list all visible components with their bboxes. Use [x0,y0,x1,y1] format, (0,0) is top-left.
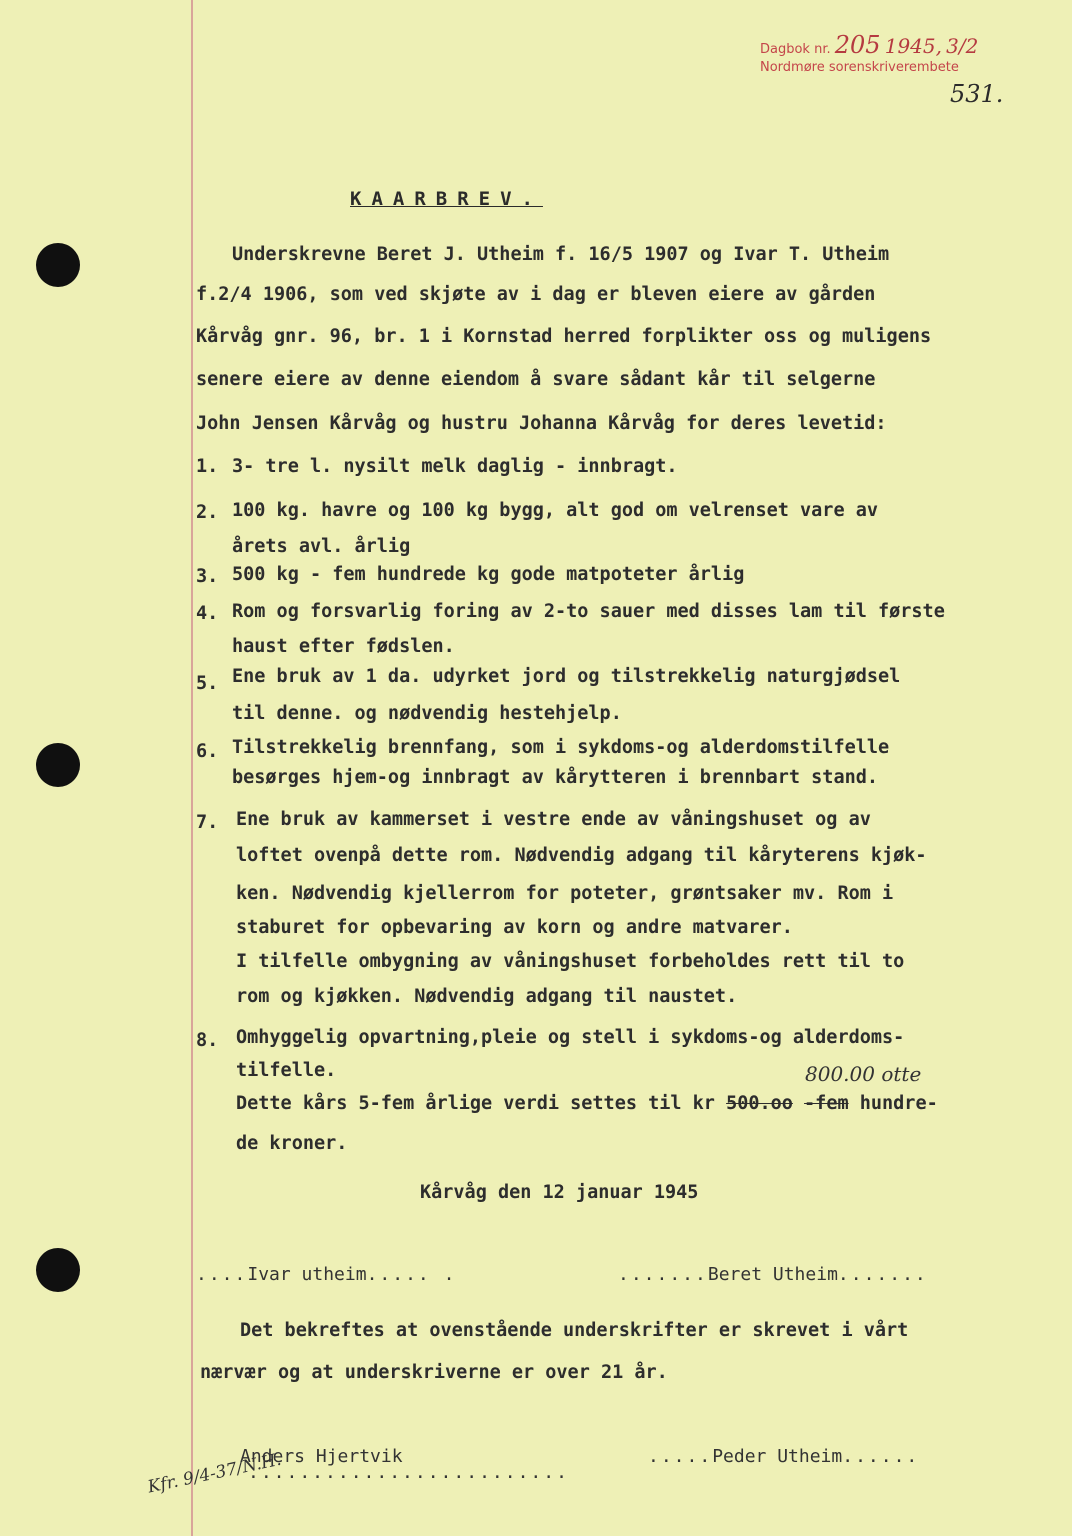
item-line: haust efter fødslen. [232,636,455,657]
signature-right: .......Beret Utheim....... [618,1264,928,1285]
stamp-number: 205 [834,31,881,59]
item-number: 1. [196,456,219,477]
punch-hole [36,243,80,287]
intro-line: Underskrevne Beret J. Utheim f. 16/5 1907 og Ivar T. Utheim [232,244,890,265]
intro-line: f.2/4 1906, som ved skjøte av i dag er bleven eiere av gården [196,284,876,305]
value-suffix: hundre- [859,1093,938,1114]
item-line: Tilstrekkelig brennfang, som i sykdoms-og alderdomstilfelle [232,737,890,758]
item-number: 5. [196,673,219,694]
struck-word: -fem [804,1093,849,1114]
item-line: besørges hjem-og innbragt av kårytteren i brennbart stand. [232,767,879,788]
value-line: de kroner. [236,1133,348,1154]
stamp-office: Nordmøre sorenskriverembete [760,60,959,75]
margin-line [191,0,193,1536]
item-number: 2. [196,502,219,523]
registry-stamp [760,31,979,77]
witness-right: .....Peder Utheim...... [648,1446,920,1467]
place-date: Kårvåg den 12 januar 1945 [420,1182,699,1203]
item-number: 7. [196,812,219,833]
witness-line: Det bekreftes at ovenstående underskrifter er skrevet i vårt [240,1320,909,1341]
punch-hole [36,1248,80,1292]
punch-hole [36,743,80,787]
item-line: tilfelle. [236,1060,337,1081]
handwritten-amount: 800.00 otte [805,1062,922,1086]
document-title: KAARBREV. [350,188,543,210]
item-line: loftet ovenpå dette rom. Nødvendig adgang til kåryterens kjøk- [236,845,927,866]
signature-name: Beret Utheim [707,1264,838,1285]
item-line: 500 kg - fem hundrede kg gode matpoteter årlig [232,564,745,585]
stamp-label: Dagbok nr. [760,42,831,57]
item-line: årets avl. årlig [232,536,411,557]
item-line: 100 kg. havre og 100 kg bygg, alt god om velrenset vare av [232,500,879,521]
signature-left: ....Ivar utheim..... . [196,1264,457,1285]
value-line [236,1093,938,1114]
intro-line: Kårvåg gnr. 96, br. 1 i Kornstad herred forplikter oss og muligens [196,326,932,347]
page-number: 531. [950,80,1004,108]
signature-name: Ivar utheim [247,1264,367,1285]
intro-line: senere eiere av denne eiendom å svare sådant kår til selgerne [196,369,876,390]
struck-amount: 500.oo [726,1093,793,1114]
item-line: ken. Nødvendig kjellerrom for poteter, grøntsaker mv. Rom i [236,883,894,904]
item-number: 4. [196,603,219,624]
item-number: 8. [196,1030,219,1051]
item-line: Ene bruk av kammerset i vestre ende av våningshuset og av [236,809,871,830]
witness-line: nærvær og at underskriverne er over 21 år. [200,1362,668,1383]
item-line: I tilfelle ombygning av våningshuset forbeholdes rett til to [236,951,905,972]
marginal-note: Kfr. 9/4-37/N.H. [146,1449,284,1498]
item-line: 3- tre l. nysilt melk daglig - innbragt. [232,456,678,477]
item-number: 6. [196,741,219,762]
item-line: Ene bruk av 1 da. udyrket jord og tilstrekkelig naturgjødsel [232,666,901,687]
stamp-date: 3/2 [946,34,979,58]
witness-name: Anders Hjertvik [240,1446,403,1467]
item-line: rom og kjøkken. Nødvendig adgang til naustet. [236,986,738,1007]
witness-name: Peder Utheim [712,1446,843,1467]
value-prefix: Dette kårs 5-fem årlige verdi settes til kr [236,1093,715,1114]
item-line: Omhyggelig opvartning,pleie og stell i sykdoms-og alderdoms- [236,1027,905,1048]
item-line: til denne. og nødvendig hestehjelp. [232,703,622,724]
item-line: staburet for opbevaring av korn og andre matvarer. [236,917,793,938]
item-line: Rom og forsvarlig foring av 2-to sauer med disses lam til første [232,601,945,622]
stamp-year: 1945, [884,34,942,58]
item-number: 3. [196,566,219,587]
intro-line: John Jensen Kårvåg og hustru Johanna Kårvåg for deres levetid: [196,413,887,434]
witness-left-dots: ......................... [248,1462,569,1483]
